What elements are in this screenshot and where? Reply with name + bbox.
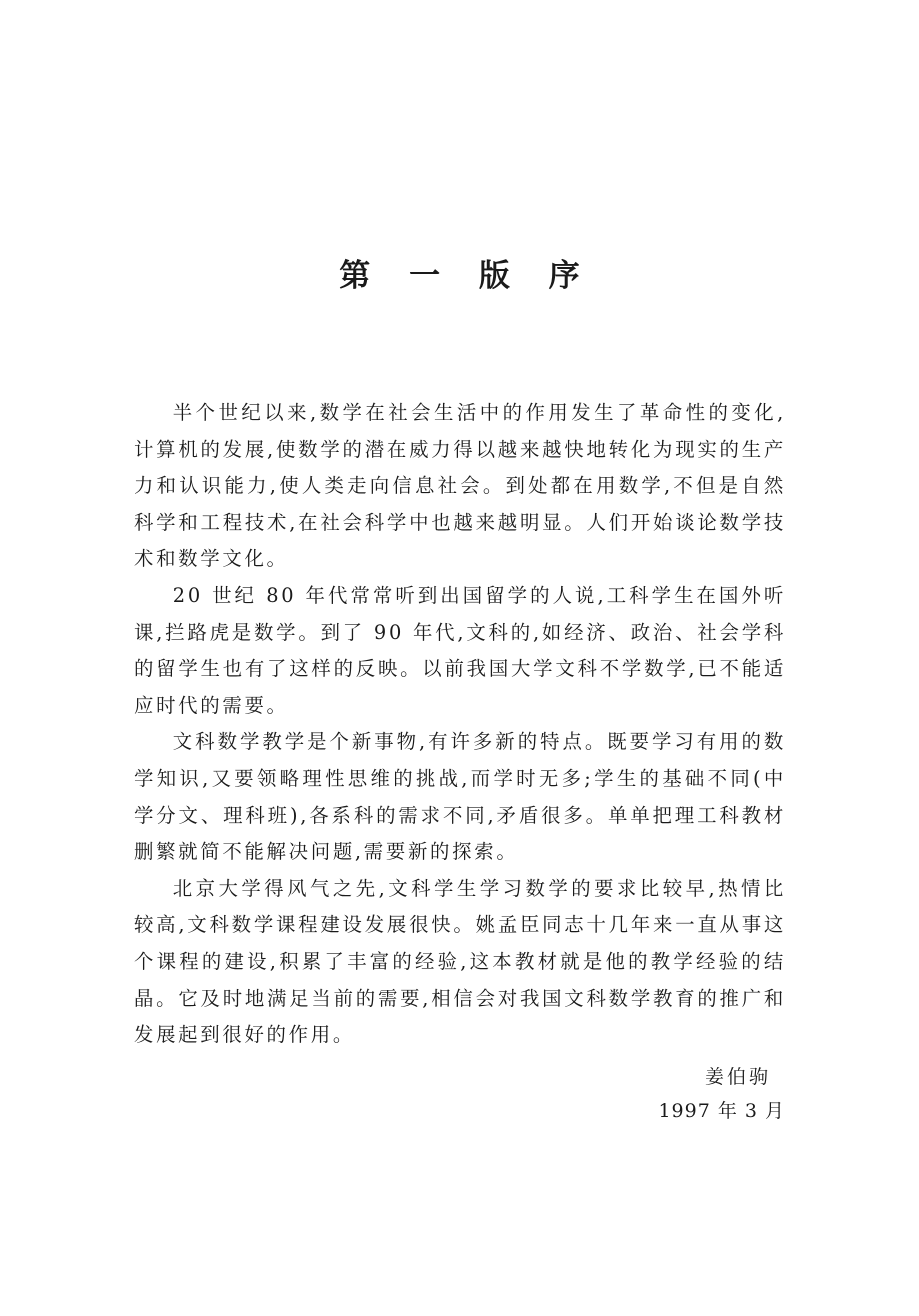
author-name: 姜伯驹 (704, 1066, 771, 1088)
preface-body (134, 395, 786, 1054)
signature-block (658, 1060, 785, 1128)
signature-date: 1997 年 3 月 (658, 1100, 785, 1122)
page-title: 第 一 版 序 (339, 258, 594, 294)
paragraph-3: 文科数学教学是个新事物,有许多新的特点。既要学习有用的数学知识,又要领略理性思维的挑战,而学时无多;学生的基础不同(中学分文、理科班),各系科的需求不同,矛盾很多。单单把理工科教材删繁就简不能解决问题,需要新的探索。 (134, 730, 786, 864)
paragraph-2: 20 世纪 80 年代常常听到出国留学的人说,工科学生在国外听课,拦路虎是数学。到了 90 年代,文科的,如经济、政治、社会学科的留学生也有了这样的反映。以前我国大学文科不学数学,已不能适应时代的需要。 (134, 583, 786, 717)
paragraph-1: 半个世纪以来,数学在社会生活中的作用发生了革命性的变化,计算机的发展,使数学的潜在威力得以越来越快地转化为现实的生产力和认识能力,使人类走向信息社会。到处都在用数学,不但是自然科学和工程技术,在社会科学中也越来越明显。人们开始谈论数学技术和数学文化。 (134, 401, 786, 571)
paragraph-4: 北京大学得风气之先,文科学生学习数学的要求比较早,热情比较高,文科数学课程建设发展很快。姚孟臣同志十几年来一直从事这个课程的建设,积累了丰富的经验,这本教材就是他的教学经验的结晶。它及时地满足当前的需要,相信会对我国文科数学教育的推广和发展起到很好的作用。 (134, 876, 786, 1047)
